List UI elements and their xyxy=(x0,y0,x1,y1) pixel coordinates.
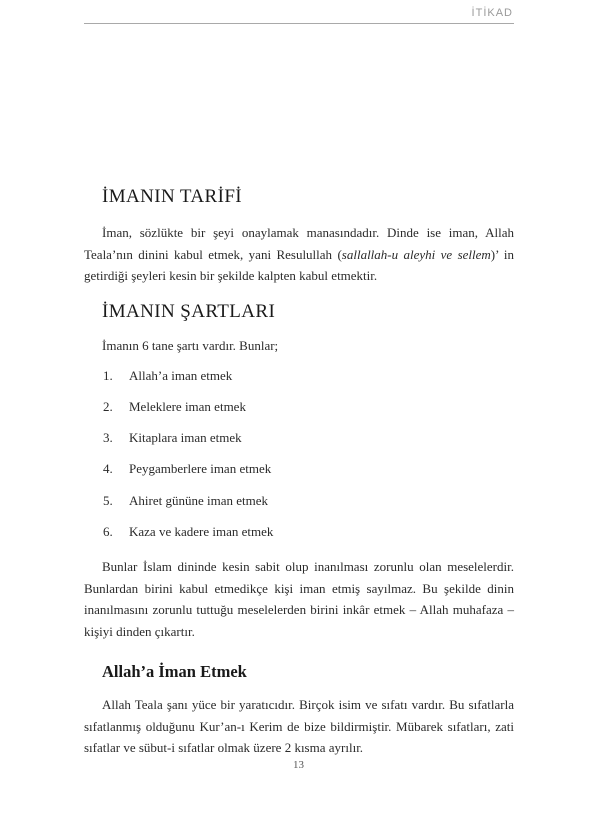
sartlar-intro: İmanın 6 tane şartı vardır. Bunlar; xyxy=(102,337,279,353)
header-rule xyxy=(84,23,514,24)
allaha-iman-paragraph: Allah Teala şanı yüce bir yaratıcıdır. Birçok isim ve sıfatı vardır. Bu sıfatlarla sıfatlanmış olduğunu Kur’an-ı Kerim de bize bildirmiştir. Mübarek sıfatları, zati sıfatlar ve sübut-i sıfatlar olmak üzere 2 kısma ayrılır. xyxy=(84,697,514,756)
list-item-text: Kitaplara iman etmek xyxy=(129,430,242,446)
list-item-text: Ahiret gününe iman etmek xyxy=(129,492,268,508)
paragraph-text-start: İman, sözlükte bir şeyi onaylamak manasındadır. Dinde ise iman, Allah Teala’nın dinini kabul etmek, yani Resulullah ( xyxy=(84,225,514,262)
list-item-number: 1. xyxy=(103,367,113,383)
list-item-text: Peygamberlere iman etmek xyxy=(129,461,272,477)
list-item xyxy=(84,492,514,523)
running-header: İTİKAD xyxy=(471,7,513,19)
list-item-text: Kaza ve kadere iman etmek xyxy=(129,523,274,539)
paragraph-text-end: )’ in getirdiği şeyleri kesin bir şekilde kalpten kabul etmektir. xyxy=(84,246,514,283)
page-body xyxy=(84,186,514,759)
list-item-text: Meleklere iman etmek xyxy=(129,398,246,414)
section-title-iman-tarifi: İMANIN TARİFİ xyxy=(102,186,243,207)
list-item xyxy=(84,367,514,398)
list-item-number: 6. xyxy=(103,523,113,539)
page-number: 13 xyxy=(293,759,304,771)
section-title-iman-sartlari: İMANIN ŞARTLARI xyxy=(102,300,276,322)
list-item xyxy=(84,460,514,491)
list-item-number: 4. xyxy=(103,461,113,477)
list-item xyxy=(84,523,514,554)
iman-sartlari-list xyxy=(84,367,514,555)
salutation-italic: sallallah-u aleyhi ve sellem xyxy=(341,246,491,262)
sartlar-closing-paragraph: Bunlar İslam dininde kesin sabit olup inanılması zorunlu olan meselelerdir. Bunlardan birini kabul etmedikçe kişi iman etmiş sayılmaz. Bu şekilde dinin inanılmasını zorunlu tuttuğu meselelerden birini inkâr etmek – Allah muhafaza – kişiyi dinden çıkartır. xyxy=(84,559,514,639)
list-item-text: Allah’a iman etmek xyxy=(129,367,233,383)
subsection-title-allaha-iman: Allah’a İman Etmek xyxy=(102,662,247,682)
list-item-number: 5. xyxy=(103,492,113,508)
list-item xyxy=(84,429,514,460)
list-item-number: 2. xyxy=(103,398,113,414)
iman-tarifi-paragraph xyxy=(84,222,514,287)
list-item-number: 3. xyxy=(103,430,113,446)
list-item xyxy=(84,398,514,429)
